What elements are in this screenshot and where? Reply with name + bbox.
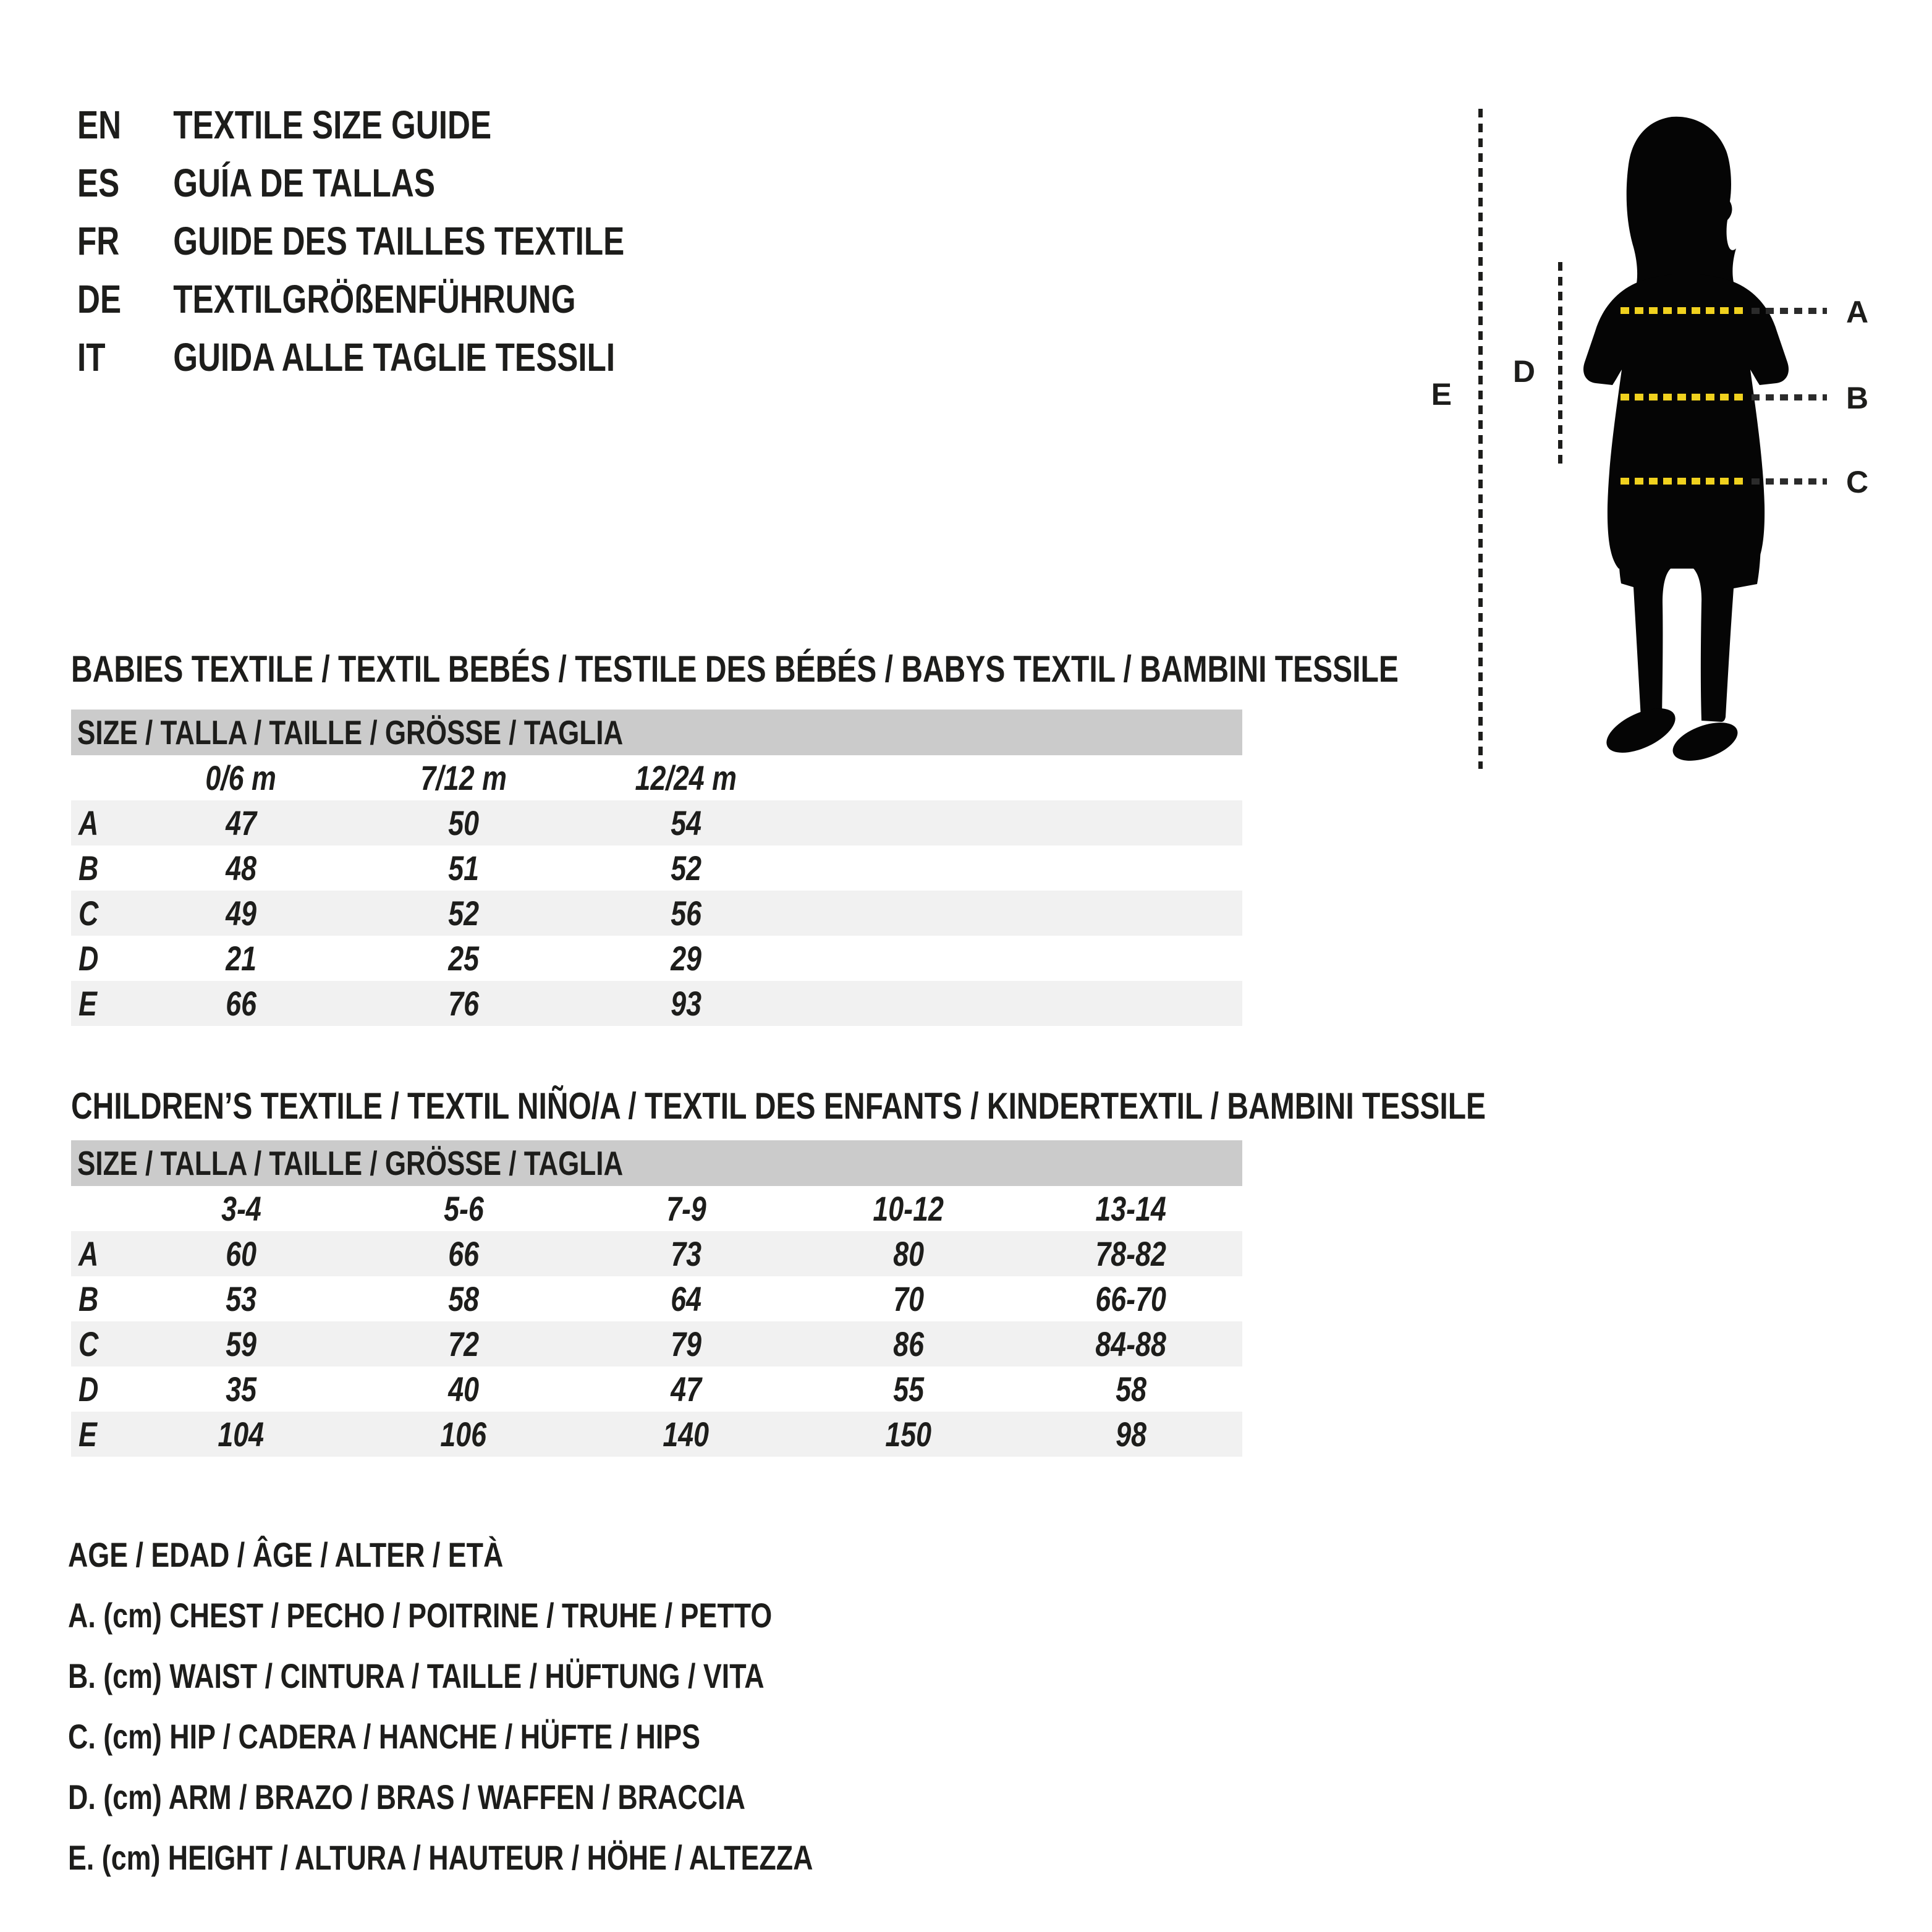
legend-line-height: E. (cm) HEIGHT / ALTURA / HAUTEUR / HÖHE / ALTEZZA (68, 1837, 813, 1877)
row-label: A (78, 1234, 99, 1273)
row-label: B (78, 849, 99, 888)
measurement-legend (68, 1524, 999, 1888)
children-heading-text: CHILDREN’S TEXTILE / TEXTIL NIÑO/A / TEXTIL DES ENFANTS / KINDERTEXTIL / BAMBINI TESSILE (71, 1085, 1486, 1127)
size-value: 66 (226, 984, 256, 1023)
column-header: 13-14 (1095, 1189, 1167, 1228)
column-header-row (71, 1186, 1242, 1231)
column-header: 12/24 m (635, 758, 737, 797)
table-row (71, 891, 1242, 936)
size-value: 47 (226, 803, 256, 842)
figure-label-d: D (1512, 354, 1535, 389)
size-value: 35 (226, 1370, 256, 1409)
table-row (71, 1412, 1242, 1457)
size-value: 29 (671, 939, 701, 978)
size-value: 106 (440, 1415, 487, 1454)
size-value: 140 (663, 1415, 710, 1454)
table-row (71, 1366, 1242, 1412)
size-header-bar (71, 1140, 1242, 1186)
row-label: C (78, 1324, 99, 1363)
table-row (71, 981, 1242, 1026)
row-label: E (78, 984, 97, 1023)
hip-dash-yellow-c (1621, 478, 1747, 485)
size-value: 79 (671, 1324, 701, 1363)
size-header-bar (71, 710, 1242, 755)
size-value: 64 (671, 1279, 701, 1318)
size-value: 25 (448, 939, 479, 978)
size-value: 49 (226, 894, 256, 933)
row-label: B (78, 1279, 99, 1318)
size-value: 66-70 (1095, 1279, 1167, 1318)
right-shoe-shape (1667, 715, 1742, 768)
size-value: 52 (671, 849, 701, 888)
table-row (71, 845, 1242, 891)
size-value: 73 (671, 1234, 701, 1273)
column-header: 7/12 m (420, 758, 507, 797)
column-header: 3-4 (221, 1189, 261, 1228)
size-value: 104 (218, 1415, 265, 1454)
figure-label-c: C (1845, 465, 1869, 499)
row-label: D (78, 939, 99, 978)
size-value: 150 (885, 1415, 932, 1454)
column-header: 7-9 (666, 1189, 706, 1228)
size-value: 78-82 (1095, 1234, 1167, 1273)
size-value: 52 (448, 894, 479, 933)
chest-dash-dark-a (1752, 308, 1827, 314)
size-value: 84-88 (1095, 1324, 1167, 1363)
size-value: 54 (671, 803, 701, 842)
language-title: GUIDA ALLE TAGLIE TESSILI (173, 335, 616, 379)
size-header-text: SIZE / TALLA / TAILLE / GRÖSSE / TAGLIA (77, 713, 624, 752)
language-title: TEXTILE SIZE GUIDE (173, 103, 492, 147)
language-code: DE (77, 277, 122, 321)
legend-line-arm: D. (cm) ARM / BRAZO / BRAS / WAFFEN / BRACCIA (68, 1777, 745, 1816)
language-code: IT (77, 335, 106, 379)
size-value: 53 (226, 1279, 256, 1318)
babies-section-heading (71, 648, 1731, 690)
size-value: 21 (226, 939, 256, 978)
size-value: 59 (226, 1324, 256, 1363)
babies-heading-text: BABIES TEXTILE / TEXTIL BEBÉS / TESTILE DES BÉBÉS / BABYS TEXTIL / BAMBINI TESSILE (71, 648, 1399, 690)
size-value: 58 (448, 1279, 479, 1318)
size-value: 40 (448, 1370, 479, 1409)
children-size-table (71, 1140, 1242, 1457)
size-value: 55 (893, 1370, 924, 1409)
language-title: GUIDE DES TAILLES TEXTILE (173, 219, 625, 263)
column-header-row (71, 755, 1242, 800)
size-value: 86 (893, 1324, 924, 1363)
language-code: FR (77, 219, 120, 263)
size-header-text: SIZE / TALLA / TAILLE / GRÖSSE / TAGLIA (77, 1144, 624, 1182)
arm-measure-line-d (1558, 262, 1562, 468)
legend-line-age: AGE / EDAD / ÂGE / ALTER / ETÀ (68, 1535, 504, 1574)
row-label: E (78, 1415, 97, 1454)
language-title: TEXTILGRÖßENFÜHRUNG (173, 277, 576, 321)
size-value: 56 (671, 894, 701, 933)
legend-line-waist: B. (cm) WAIST / CINTURA / TAILLE / HÜFTUNG / VITA (68, 1656, 765, 1695)
legend-line-hip: C. (cm) HIP / CADERA / HANCHE / HÜFTE / HIPS (68, 1716, 701, 1756)
table-row (71, 1276, 1242, 1321)
chest-dash-yellow-a (1621, 307, 1747, 314)
babies-size-table (71, 710, 1242, 1026)
row-label: D (78, 1370, 99, 1409)
column-header: 10-12 (873, 1189, 944, 1228)
size-value: 93 (671, 984, 701, 1023)
row-label: C (78, 894, 99, 933)
size-value: 98 (1116, 1415, 1146, 1454)
language-code: EN (77, 103, 122, 147)
size-value: 80 (893, 1234, 924, 1273)
table-row (71, 1321, 1242, 1366)
waist-dash-dark-b (1752, 394, 1827, 400)
size-value: 60 (226, 1234, 256, 1273)
hip-dash-dark-c (1752, 478, 1827, 485)
figure-label-e: E (1431, 377, 1452, 412)
size-value: 48 (226, 849, 256, 888)
children-section-heading (71, 1085, 1839, 1127)
language-code: ES (77, 161, 120, 205)
size-value: 72 (448, 1324, 479, 1363)
size-value: 50 (448, 803, 479, 842)
waist-dash-yellow-b (1621, 394, 1747, 400)
size-value: 70 (893, 1279, 924, 1318)
table-row (71, 936, 1242, 981)
figure-label-b: B (1845, 381, 1869, 415)
row-label: A (78, 803, 99, 842)
table-row (71, 1231, 1242, 1276)
size-value: 51 (448, 849, 479, 888)
language-title: GUÍA DE TALLAS (173, 161, 435, 205)
size-value: 47 (671, 1370, 701, 1409)
column-header: 0/6 m (205, 758, 277, 797)
figure-label-a: A (1845, 295, 1869, 329)
shirt-shape (1583, 274, 1789, 569)
column-header: 5-6 (443, 1189, 484, 1228)
size-value: 76 (448, 984, 479, 1023)
size-value: 66 (448, 1234, 479, 1273)
table-row (71, 800, 1242, 845)
size-value: 58 (1116, 1370, 1146, 1409)
legend-line-chest: A. (cm) CHEST / PECHO / POITRINE / TRUHE / PETTO (68, 1595, 773, 1635)
